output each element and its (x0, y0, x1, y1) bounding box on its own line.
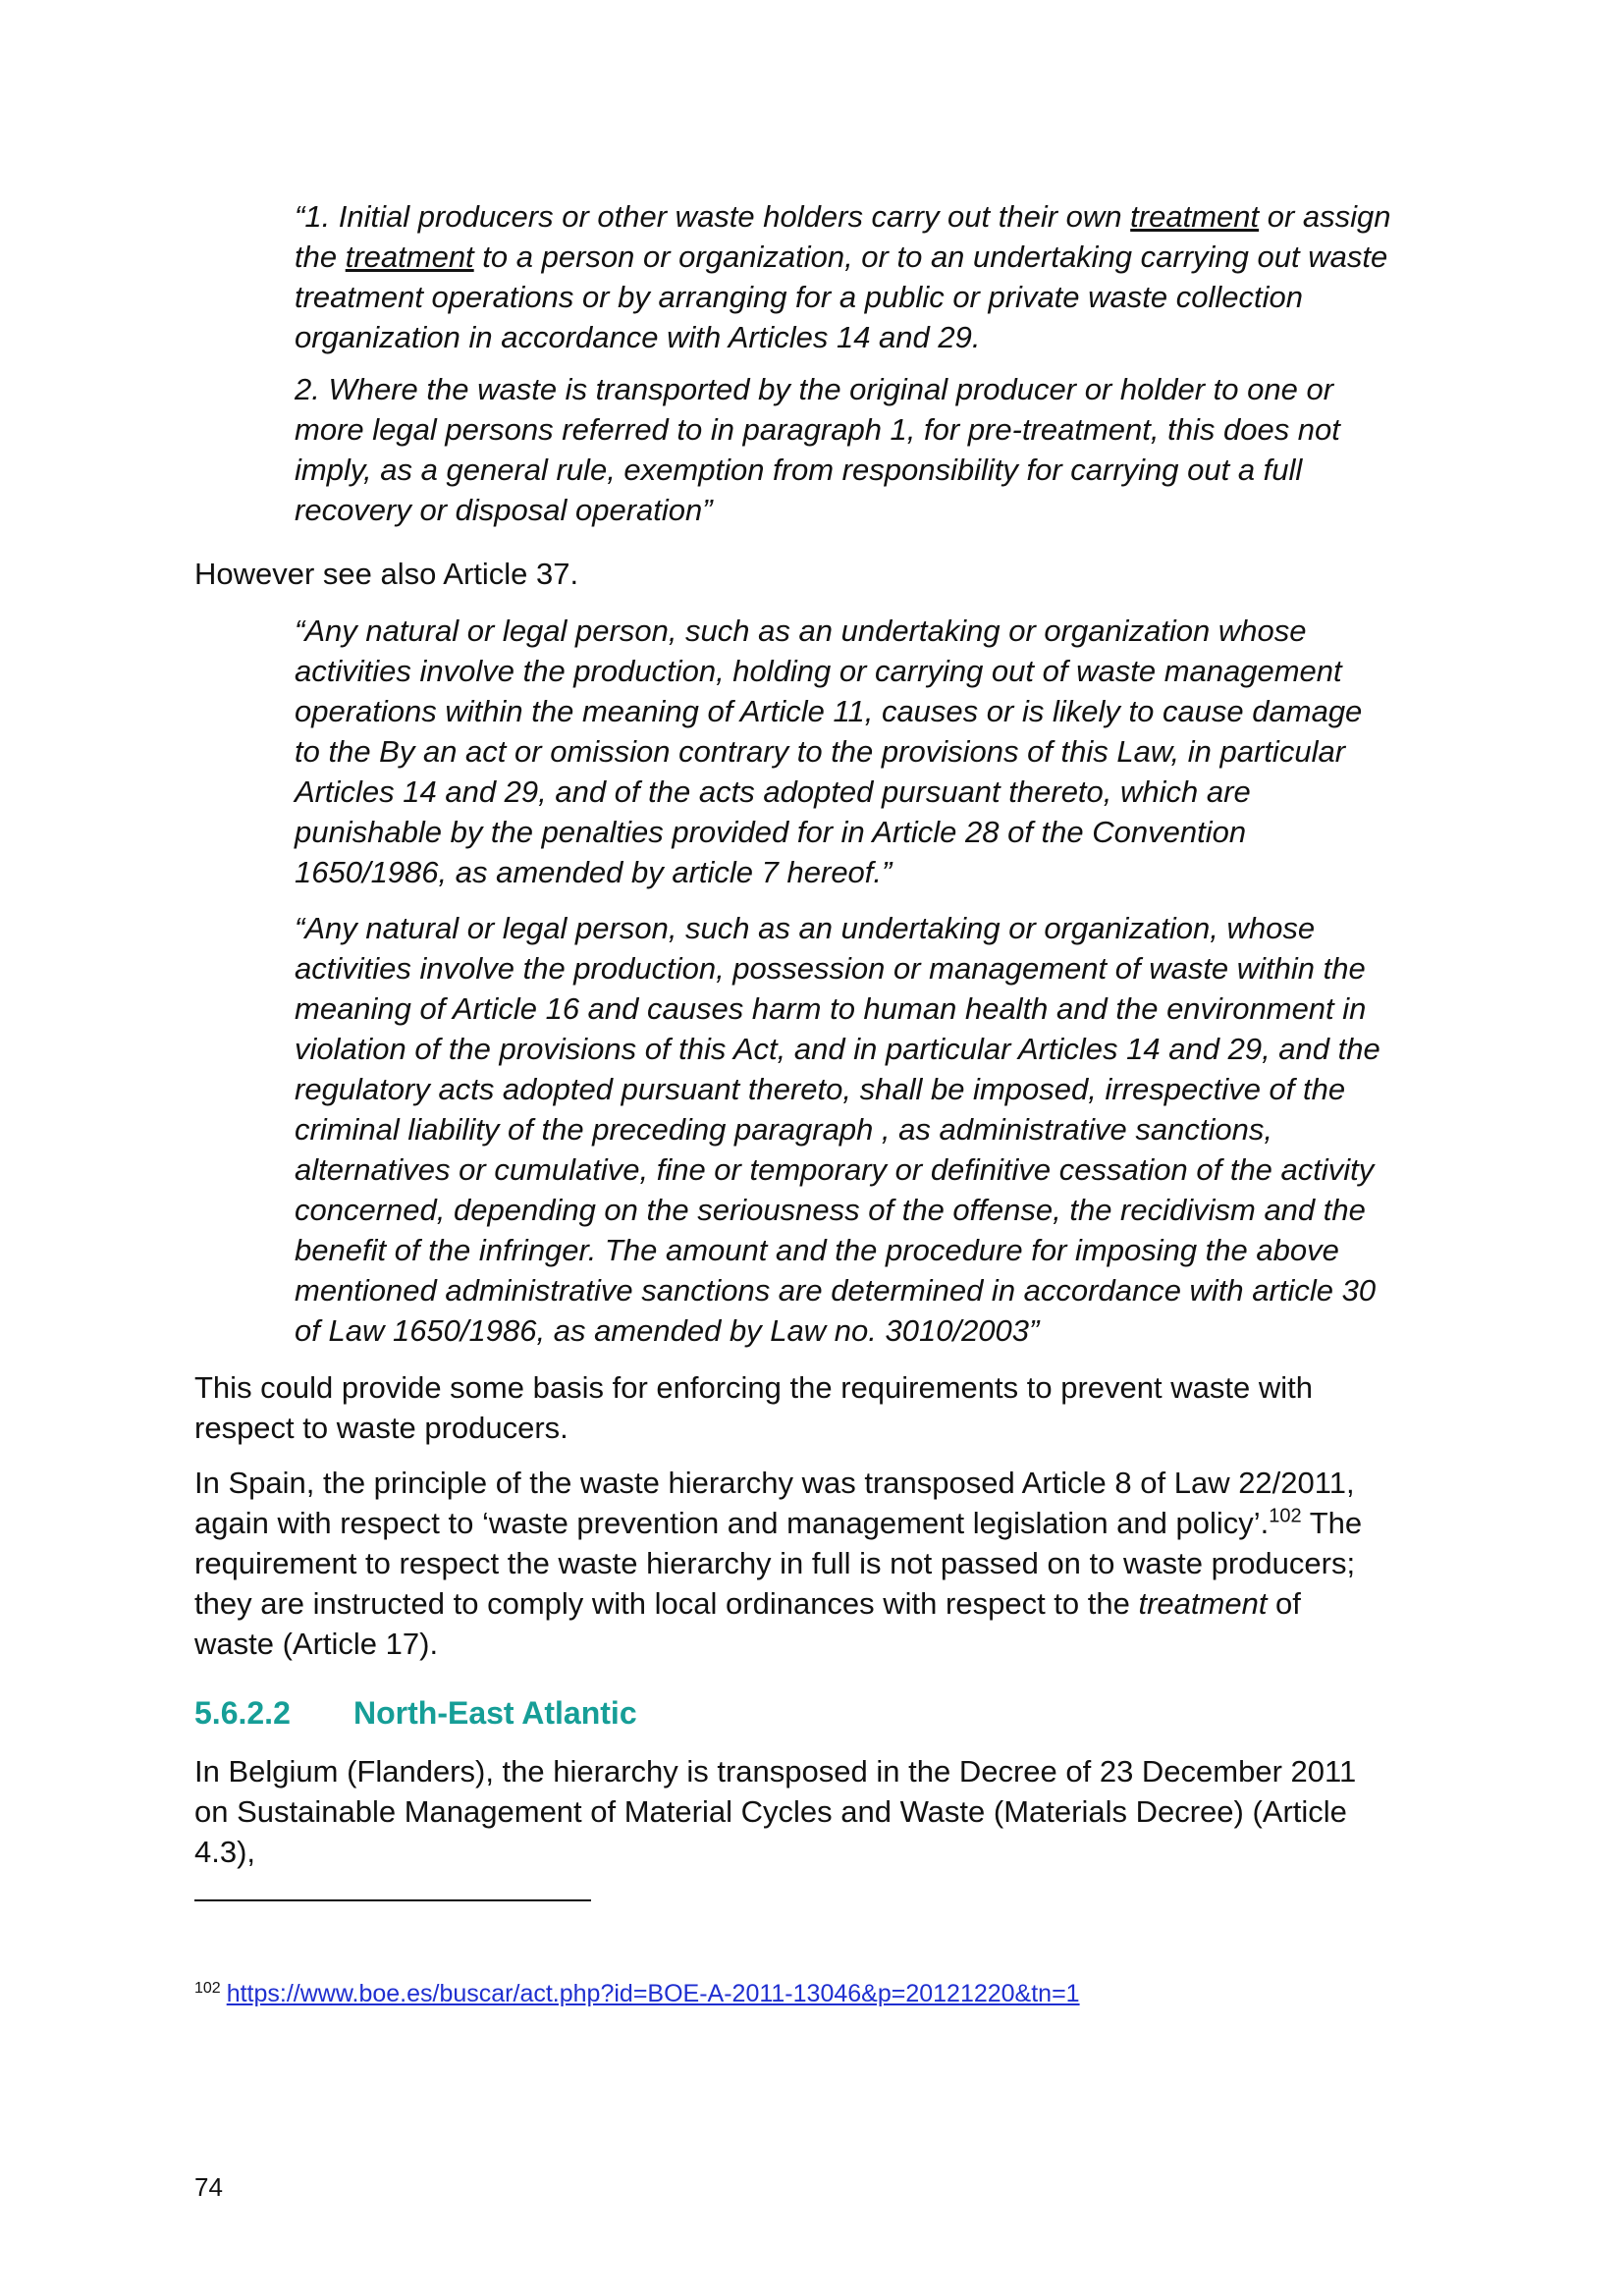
quote-block-2 (295, 611, 1392, 892)
footnote (194, 1978, 1080, 2009)
body-text: of waste (Article 17). (194, 1586, 1301, 1661)
quote-paragraph-1 (295, 196, 1392, 357)
quote-text: to a person or organization, or to an undertaking carrying out waste treatment operations or by arranging for a public or private waste collection organization in accordance with Articles 14 and 29. (295, 240, 1388, 354)
footnote-link[interactable]: https://www.boe.es/buscar/act.php?id=BOE-A-2011-13046&p=20121220&tn=1 (226, 1980, 1080, 2007)
underlined-term: treatment (345, 240, 474, 274)
quote-paragraph-2: 2. Where the waste is transported by the original producer or holder to one or more legal persons referred to in paragraph 1, for pre-treatment, this does not imply, as a general rule, exemption from responsibility for carrying out a full recovery or disposal operation” (295, 372, 1340, 527)
italic-term: treatment (1138, 1586, 1268, 1621)
quote-text: “1. Initial producers or other waste holders carry out their own (295, 199, 1131, 234)
footnote-reference[interactable]: 102 (1269, 1505, 1302, 1527)
page-number: 74 (194, 2172, 223, 2202)
footnote-separator (194, 1899, 591, 1901)
section-number: 5.6.2.2 (194, 1695, 291, 1731)
body-paragraph-3 (194, 1463, 1387, 1664)
body-text: However see also Article 37. (194, 557, 579, 591)
section-title: North-East Atlantic (353, 1695, 637, 1731)
quote-block-3 (295, 908, 1392, 1351)
body-paragraph-4 (194, 1751, 1387, 1872)
quote-text: or assign the (295, 199, 1391, 274)
body-text: In Belgium (Flanders), the hierarchy is transposed in the Decree of 23 December 2011 on Sustainable Management of Material Cycles and Waste (Materials Decree) (Article 4.3), (194, 1754, 1357, 1869)
underlined-term: treatment (1130, 199, 1260, 234)
quote-text: “Any natural or legal person, such as an undertaking or organization, whose activities involve the production, possession or management of waste within the meaning of Article 16 and causes harm to human health and the environment in violation of the provisions of this Act, and in particular Articles 14 and 29, and the regulatory acts adopted pursuant thereto, shall be imposed, irrespective of the criminal liability of the preceding paragraph , as administrative sanctions, alternatives or cumulative, fine or temporary or definitive cessation of the activity concerned, depending on the seriousness of the offense, the recidivism and the benefit of the infringer. The amount and the procedure for imposing the above mentioned administrative sanctions are determined in accordance with article 30 of Law 1650/1986, as amended by Law no. 3010/2003” (295, 911, 1380, 1348)
body-text: In Spain, the principle of the waste hierarchy was transposed Article 8 of Law 22/2011, again with respect to ‘waste prevention and management legislation and policy’. (194, 1466, 1355, 1540)
footnote-mark: 102 (194, 1979, 221, 1997)
body-text: This could provide some basis for enforcing the requirements to prevent waste with respect to waste producers. (194, 1370, 1313, 1445)
section-heading (194, 1695, 637, 1732)
quote-text: “Any natural or legal person, such as an undertaking or organization whose activities involve the production, holding or carrying out of waste management operations within the meaning of Article 11, causes or is likely to cause damage to the By an act or omission contrary to the provisions of this Law, in particular Articles 14 and 29, and of the acts adopted pursuant thereto, which are punishable by the penalties provided for in Article 28 of the Convention 1650/1986, as amended by article 7 hereof.” (295, 614, 1363, 889)
body-text: The requirement to respect the waste hierarchy in full is not passed on to waste producers; they are instructed to comply with local ordinances with respect to the (194, 1506, 1363, 1621)
body-paragraph-2 (194, 1367, 1387, 1448)
body-paragraph-1 (194, 554, 1387, 594)
quote-block-1 (295, 196, 1392, 530)
